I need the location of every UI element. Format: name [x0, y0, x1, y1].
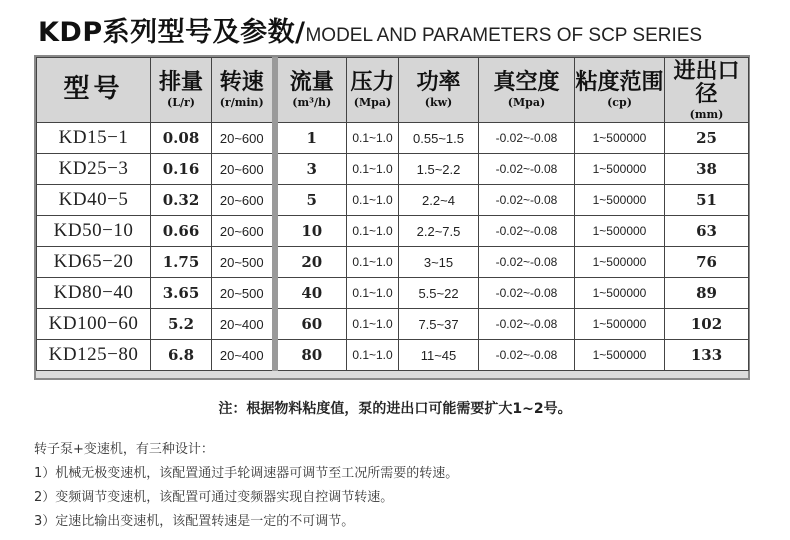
- cell-pressure: 0.1~1.0: [347, 216, 399, 247]
- cell-viscosity: 1~500000: [575, 309, 665, 340]
- cell-viscosity: 1~500000: [575, 278, 665, 309]
- description-line: 转子泵+变速机，有三种设计：: [34, 442, 214, 457]
- cell-speed: 20~600: [212, 185, 275, 216]
- cell-speed: 20~500: [212, 247, 275, 278]
- cell-viscosity: 1~500000: [575, 340, 665, 371]
- title-english: MODEL AND PARAMETERS OF SCP SERIES: [305, 25, 703, 46]
- cell-displacement: 5.2: [151, 309, 212, 340]
- cell-viscosity: 1~500000: [575, 185, 665, 216]
- cell-vacuum: -0.02~-0.08: [479, 185, 575, 216]
- cell-port-diameter: 89: [665, 278, 749, 309]
- cell-pressure: 0.1~1.0: [347, 340, 399, 371]
- cell-power: 1.5~2.2: [399, 154, 479, 185]
- cell-flow: 10: [275, 216, 347, 247]
- cell-viscosity: 1~500000: [575, 247, 665, 278]
- table-row: [37, 185, 749, 216]
- cell-flow: 40: [275, 278, 347, 309]
- cell-model: KD125−80: [37, 340, 151, 371]
- cell-vacuum: -0.02~-0.08: [479, 123, 575, 154]
- cell-pressure: 0.1~1.0: [347, 278, 399, 309]
- title-chinese: KDP系列型号及参数/: [38, 17, 306, 48]
- cell-power: 7.5~37: [399, 309, 479, 340]
- cell-displacement: 3.65: [151, 278, 212, 309]
- parameters-table: [36, 57, 749, 371]
- cell-flow: 20: [275, 247, 347, 278]
- cell-power: 3~15: [399, 247, 479, 278]
- header-port-diameter: 进出口径 (mm): [665, 58, 749, 123]
- cell-displacement: 1.75: [151, 247, 212, 278]
- cell-model: KD50−10: [37, 216, 151, 247]
- cell-port-diameter: 133: [665, 340, 749, 371]
- table-header-row: [37, 58, 749, 123]
- cell-displacement: 6.8: [151, 340, 212, 371]
- cell-port-diameter: 102: [665, 309, 749, 340]
- description-block: [34, 438, 458, 534]
- cell-vacuum: -0.02~-0.08: [479, 154, 575, 185]
- cell-vacuum: -0.02~-0.08: [479, 247, 575, 278]
- cell-displacement: 0.66: [151, 216, 212, 247]
- cell-port-diameter: 38: [665, 154, 749, 185]
- cell-viscosity: 1~500000: [575, 216, 665, 247]
- cell-port-diameter: 63: [665, 216, 749, 247]
- header-viscosity: 粘度范围 (cp): [575, 58, 665, 123]
- cell-flow: 60: [275, 309, 347, 340]
- cell-model: KD40−5: [37, 185, 151, 216]
- page-title: [38, 10, 702, 49]
- header-speed: 转速 (r/min): [212, 58, 275, 123]
- table-row: [37, 154, 749, 185]
- cell-power: 2.2~7.5: [399, 216, 479, 247]
- header-pressure: 压力 (Mpa): [347, 58, 399, 123]
- cell-vacuum: -0.02~-0.08: [479, 278, 575, 309]
- cell-model: KD80−40: [37, 278, 151, 309]
- header-model: 型号: [37, 58, 151, 123]
- cell-model: KD25−3: [37, 154, 151, 185]
- cell-pressure: 0.1~1.0: [347, 309, 399, 340]
- cell-model: KD15−1: [37, 123, 151, 154]
- cell-vacuum: -0.02~-0.08: [479, 216, 575, 247]
- cell-power: 2.2~4: [399, 185, 479, 216]
- cell-speed: 20~600: [212, 216, 275, 247]
- table-note: 注：根据物料粘度值，泵的进出口可能需要扩大1~2号。: [218, 401, 572, 417]
- cell-displacement: 0.32: [151, 185, 212, 216]
- header-vacuum: 真空度 (Mpa): [479, 58, 575, 123]
- header-flow: 流量 (m³/h): [275, 58, 347, 123]
- cell-pressure: 0.1~1.0: [347, 185, 399, 216]
- cell-model: KD100−60: [37, 309, 151, 340]
- cell-port-diameter: 76: [665, 247, 749, 278]
- cell-power: 0.55~1.5: [399, 123, 479, 154]
- cell-flow: 5: [275, 185, 347, 216]
- table-row: [37, 278, 749, 309]
- cell-viscosity: 1~500000: [575, 123, 665, 154]
- cell-vacuum: -0.02~-0.08: [479, 309, 575, 340]
- cell-port-diameter: 25: [665, 123, 749, 154]
- description-line: 3）定速比输出变速机，该配置转速是一定的不可调节。: [34, 514, 355, 529]
- table-row: [37, 247, 749, 278]
- cell-flow: 1: [275, 123, 347, 154]
- cell-viscosity: 1~500000: [575, 154, 665, 185]
- cell-speed: 20~400: [212, 340, 275, 371]
- description-line: 1）机械无极变速机，该配置通过手轮调速器可调节至工况所需要的转速。: [34, 466, 459, 481]
- header-displacement: 排量 (L/r): [151, 58, 212, 123]
- cell-displacement: 0.08: [151, 123, 212, 154]
- cell-flow: 80: [275, 340, 347, 371]
- cell-vacuum: -0.02~-0.08: [479, 340, 575, 371]
- cell-speed: 20~400: [212, 309, 275, 340]
- table-row: [37, 340, 749, 371]
- description-line: 2）变频调节变速机，该配置可通过变频器实现自控调节转速。: [34, 490, 394, 505]
- table-row: [37, 123, 749, 154]
- cell-power: 11~45: [399, 340, 479, 371]
- cell-flow: 3: [275, 154, 347, 185]
- table-row: [37, 309, 749, 340]
- cell-pressure: 0.1~1.0: [347, 247, 399, 278]
- cell-speed: 20~500: [212, 278, 275, 309]
- cell-pressure: 0.1~1.0: [347, 123, 399, 154]
- header-power: 功率 (kw): [399, 58, 479, 123]
- cell-speed: 20~600: [212, 154, 275, 185]
- cell-speed: 20~600: [212, 123, 275, 154]
- cell-power: 5.5~22: [399, 278, 479, 309]
- cell-port-diameter: 51: [665, 185, 749, 216]
- table-row: [37, 216, 749, 247]
- cell-displacement: 0.16: [151, 154, 212, 185]
- cell-pressure: 0.1~1.0: [347, 154, 399, 185]
- cell-model: KD65−20: [37, 247, 151, 278]
